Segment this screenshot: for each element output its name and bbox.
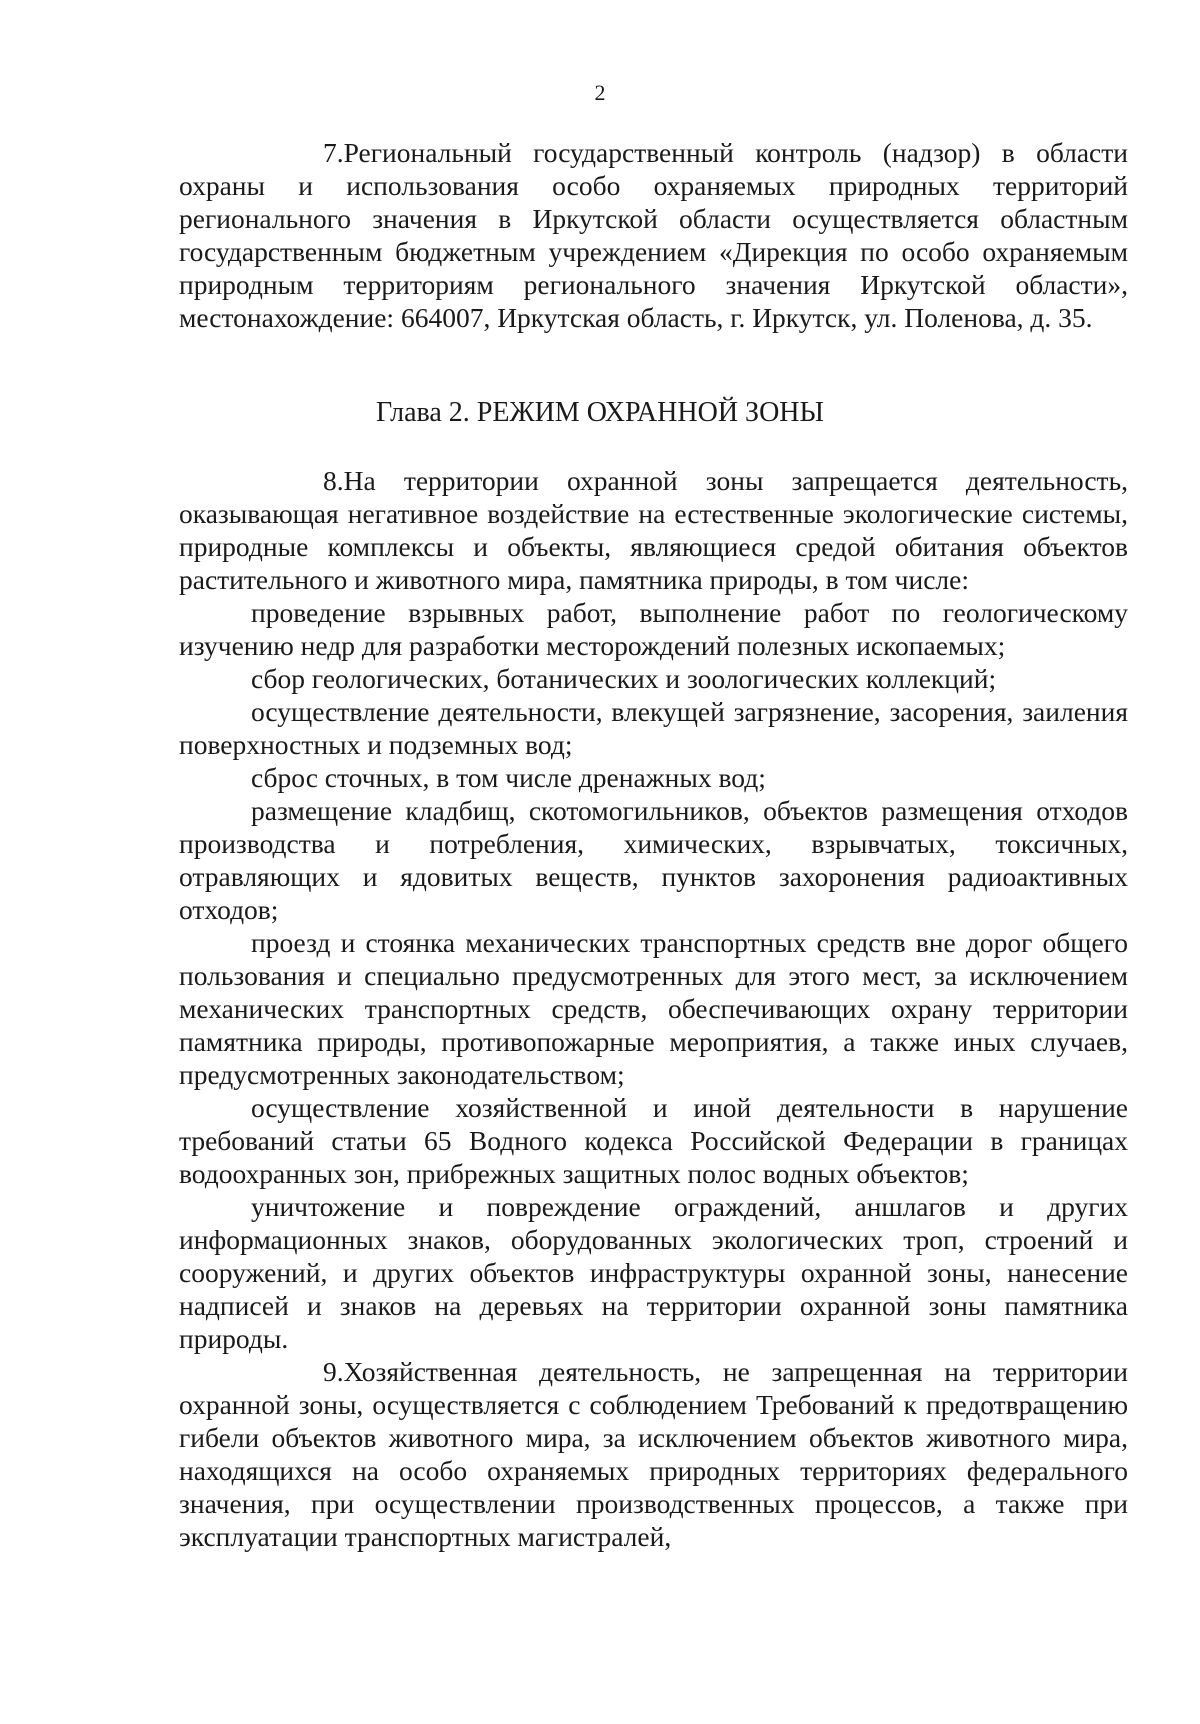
list-item: осуществление хозяйственной и иной деятельности в нарушение требований статьи 65 Водного кодекса Российской Федерации в границах водоохранных зон, прибрежных защитных полос водных объектов; [179,1092,1128,1189]
list-item: осуществление деятельности, влекущей загрязнение, засорения, заиления поверхностных и подземных вод; [179,696,1128,760]
page-number: 2 [594,80,606,105]
chapter-heading: Глава 2. РЕЖИМ ОХРАННОЙ ЗОНЫ [376,397,824,428]
list-item: сбор геологических, ботанических и зоологических коллекций; [251,663,997,694]
paragraph-item-8 [179,464,1128,596]
section-items-8-9 [179,464,1128,1553]
list-item: уничтожение и повреждение ограждений, аншлагов и других информационных знаков, оборудованных экологических троп, строений и сооружений, и других объектов инфраструктуры охранной зоны, нанесение надписей и знаков на деревьях на территории охранной зоны памятника природы. [179,1191,1128,1354]
item-number: 7. [323,137,344,168]
section-item-7 [179,136,1128,334]
list-item: проведение взрывных работ, выполнение работ по геологическому изучению недр для разработки месторождений полезных ископаемых; [179,597,1128,661]
list-item: размещение кладбищ, скотомогильников, объектов размещения отходов производства и потребления, химических, взрывчатых, токсичных, отравляющих и ядовитых веществ, пунктов захоронения радиоактивных отходов; [179,795,1128,925]
list-item: сброс сточных, в том числе дренажных вод; [251,762,766,793]
paragraph-text: Хозяйственная деятельность, не запрещенная на территории охранной зоны, осуществляется с соблюдением Требований к предотвращению гибели объектов животного мира, за исключением объектов животного мира, находящихся на особо охраняемых природных территориях федерального значения, при осуществлении производственных процессов, а также при эксплуатации транспортных магистралей, [179,1356,1128,1552]
paragraph-item-7 [179,136,1128,334]
paragraph-item-9 [179,1355,1128,1553]
item-number: 9. [323,1356,344,1387]
paragraph-text: На территории охранной зоны запрещается деятельность, оказывающая негативное воздействие на естественные экологические системы, природные комплексы и объекты, являющиеся средой обитания объектов растительного и животного мира, памятника природы, в том числе: [179,465,1128,595]
paragraph-text: Региональный государственный контроль (надзор) в области охраны и использования особо охраняемых природных территорий регионального значения в Иркутской области осуществляется областным государственным бюджетным учреждением «Дирекция по особо охраняемым природным территориям регионального значения Иркутской области», местонахождение: 664007, Иркутская область, г. Иркутск, ул. Поленова, д. 35. [179,137,1128,333]
item-number: 8. [323,465,344,496]
list-item: проезд и стоянка механических транспортных средств вне дорог общего пользования и специально предусмотренных для этого мест, за исключением механических транспортных средств, обеспечивающих охрану территории памятника природы, противопожарные мероприятия, а также иных случаев, предусмотренных законодательством; [179,927,1128,1090]
